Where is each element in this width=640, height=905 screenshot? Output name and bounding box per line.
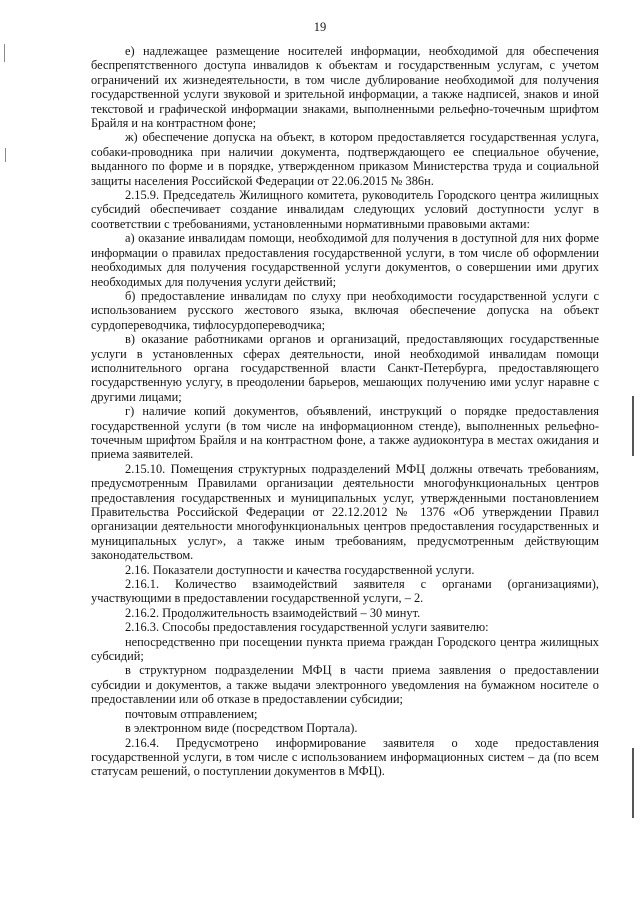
paragraph-2-16-2: 2.16.2. Продолжительность взаимодействий – 30 минут. (125, 605, 421, 620)
paragraph-a: а) оказание инвалидам помощи, необходимой для получения в доступной для них форме информации о правилах предоставления государственной услуги, в том числе об оформлении необходимых для получения государственной услуги документов, о совершении ими других необходимых для получения услуги действий; (91, 231, 599, 289)
scan-edge-mark-left-top (4, 44, 5, 62)
paragraph-2-15-10: 2.15.10. Помещения структурных подразделений МФЦ должны отвечать требованиям, предусмотренным Правилами организации деятельности многофункциональных центров предоставления государственных и муниципальных услуг, утвержденными постановлением Правительства Российской Федерации от 22.12.2012 № 1376 «Об утверждении Правил организации деятельности многофункциональных центров предоставления государственных и муниципальных услуг», а также иным требованиям, предусмотренным действующим законодательством. (91, 461, 599, 563)
scan-edge-mark-right (632, 396, 634, 456)
paragraph-method-mfc: в структурном подразделении МФЦ в части приема заявления о предоставлении субсидии и документов, а также выдачи электронного уведомления на бумажном носителе о предоставлении или об отказе в предоставлении субсидии; (91, 663, 599, 707)
scan-edge-mark-right-lower (632, 748, 634, 818)
paragraph-method-in-person: непосредственно при посещении пункта приема граждан Городского центра жилищных субсидий; (91, 634, 599, 664)
paragraph-2-16-4: 2.16.4. Предусмотрено информирование заявителя о ходе предоставления государственной услуги, в том числе с использованием информационных систем – да (по всем статусам решений, о поступлении документов в МФЦ). (91, 735, 599, 779)
paragraph-2-16-1: 2.16.1. Количество взаимодействий заявителя с органами (организациями), участвующими в предоставлении государственной услуги, – 2. (91, 577, 599, 606)
paragraph-2-15-9: 2.15.9. Председатель Жилищного комитета, руководитель Городского центра жилищных субсидий обеспечивает создание инвалидам следующих условий доступности услуг в соответствии с требованиями, установленными нормативными правовыми актами: (91, 188, 599, 231)
page-number: 19 (313, 20, 327, 34)
scan-edge-mark-left-middle (5, 148, 6, 162)
paragraph-method-electronic: в электронном виде (посредством Портала). (125, 721, 358, 736)
paragraph-method-post: почтовым отправлением; (125, 706, 258, 721)
paragraph-2-16-3: 2.16.3. Способы предоставления государственной услуги заявителю: (125, 620, 489, 635)
paragraph-v: в) оказание работниками органов и организаций, предоставляющих государственные услуги в установленных сферах деятельности, иной необходимой инвалидам помощи исполнительного органа государственной власти Санкт-Петербурга, предоставляющего государственную услугу, в преодолении барьеров, мешающих получению ими услуг наравне с другими лицами; (91, 332, 599, 404)
paragraph-g: г) наличие копий документов, объявлений, инструкций о порядке предоставления государственной услуги (в том числе на информационном стенде), выполненных рельефно-точечным шрифтом Брайля и на контрастном фоне, а также аудиоконтура в местах ожидания и приема заявителей. (91, 404, 599, 462)
paragraph-2-16: 2.16. Показатели доступности и качества государственной услуги. (125, 562, 475, 577)
paragraph-b: б) предоставление инвалидам по слуху при необходимости государственной услуги с использованием русского жестового языка, включая обеспечение допуска на объект сурдопереводчика, тифлосурдопереводчика; (91, 288, 599, 332)
paragraph-zh: ж) обеспечение допуска на объект, в котором предоставляется государственная услуга, собаки-проводника при наличии документа, подтверждающего ее специальное обучение, выданного по форме и в порядке, утвержденном приказом Министерства труда и социальной защиты населения Российской Федерации от 22.06.2015 № 386н. (91, 130, 599, 188)
paragraph-e: е) надлежащее размещение носителей информации, необходимой для обеспечения беспрепятственного доступа инвалидов к объектам и государственным услугам, с учетом ограничений их жизнедеятельности, в том числе дублирование необходимой для получения государственной услуги звуковой и зрительной информации, а также надписей, знаков и иной текстовой и графической информации знаками, выполненными рельефно-точечным шрифтом Брайля и на контрастном фоне; (91, 44, 599, 131)
document-body (91, 44, 599, 779)
